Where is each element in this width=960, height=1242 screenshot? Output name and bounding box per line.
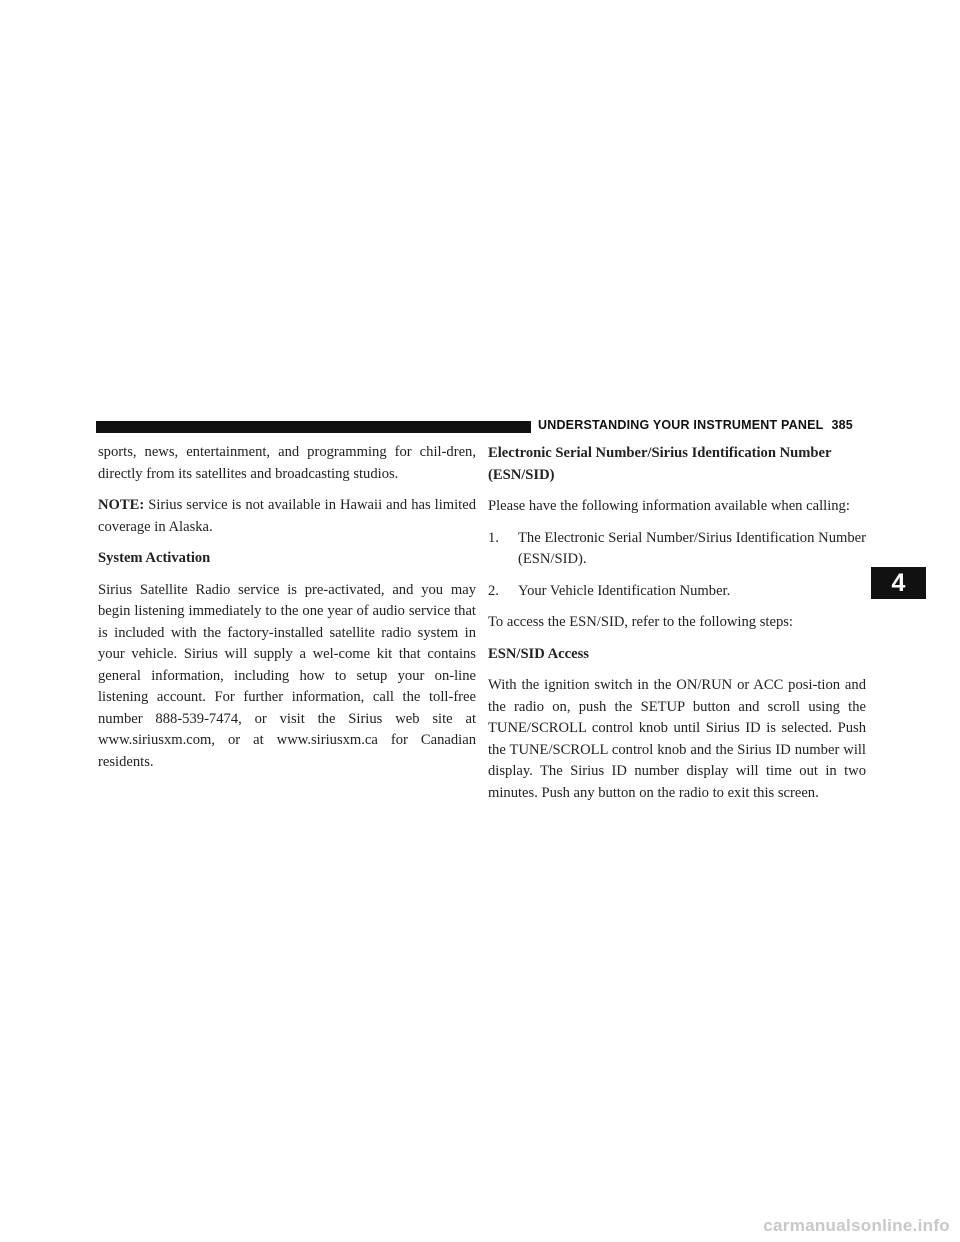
page-number: 385 (831, 418, 853, 432)
access-paragraph: To access the ESN/SID, refer to the following steps: (488, 614, 793, 630)
have-info-paragraph: Please have the following information available when calling: (488, 498, 850, 514)
list-item (488, 581, 866, 603)
running-header (538, 418, 853, 432)
intro-paragraph: sports, news, entertainment, and programming for chil-dren, directly from its satellites and broadcasting studios. (98, 444, 476, 482)
note-paragraph (98, 495, 476, 538)
steps-paragraph: With the ignition switch in the ON/RUN or ACC posi-tion and the radio on, push the SETUP button and scroll using the TUNE/SCROLL control knob until Sirius ID is selected. Push the TUNE/SCROLL control knob and the Sirius ID number will display. The Sirius ID number display will time out in two minutes. Push any button on the radio to exit this screen. (488, 677, 866, 801)
list-number: 2. (488, 582, 499, 599)
list-text: Your Vehicle Identification Number. (518, 582, 731, 599)
list-item (488, 528, 866, 571)
list-text: The Electronic Serial Number/Sirius Identification Number (ESN/SID). (518, 529, 866, 567)
heading-esn-sid: Electronic Serial Number/Sirius Identification Number (ESN/SID) (488, 445, 832, 483)
left-column (98, 442, 476, 783)
list-number: 1. (488, 529, 499, 546)
header-rule (96, 421, 531, 433)
heading-system-activation: System Activation (98, 550, 211, 566)
chapter-tab: 4 (871, 567, 926, 599)
heading-esn-sid-access: ESN/SID Access (488, 645, 589, 662)
right-column (488, 442, 866, 814)
activation-paragraph: Sirius Satellite Radio service is pre-activated, and you may begin listening immediately to the one year of audio service that is included with the factory-installed satellite radio system in your vehicle. Sirius will supply a wel-come kit that contains general information, including how to setup your on-line listening account. For further information, call the toll-free number 888-539-7474, or visit the Sirius web site at www.siriusxm.com, or at www.siriusxm.ca for Canadian residents. (98, 581, 476, 770)
watermark: carmanualsonline.info (763, 1216, 950, 1235)
section-title: UNDERSTANDING YOUR INSTRUMENT PANEL (538, 418, 824, 432)
note-label: NOTE: (98, 497, 145, 513)
note-text: Sirius service is not available in Hawaii and has limited coverage in Alaska. (98, 497, 476, 535)
